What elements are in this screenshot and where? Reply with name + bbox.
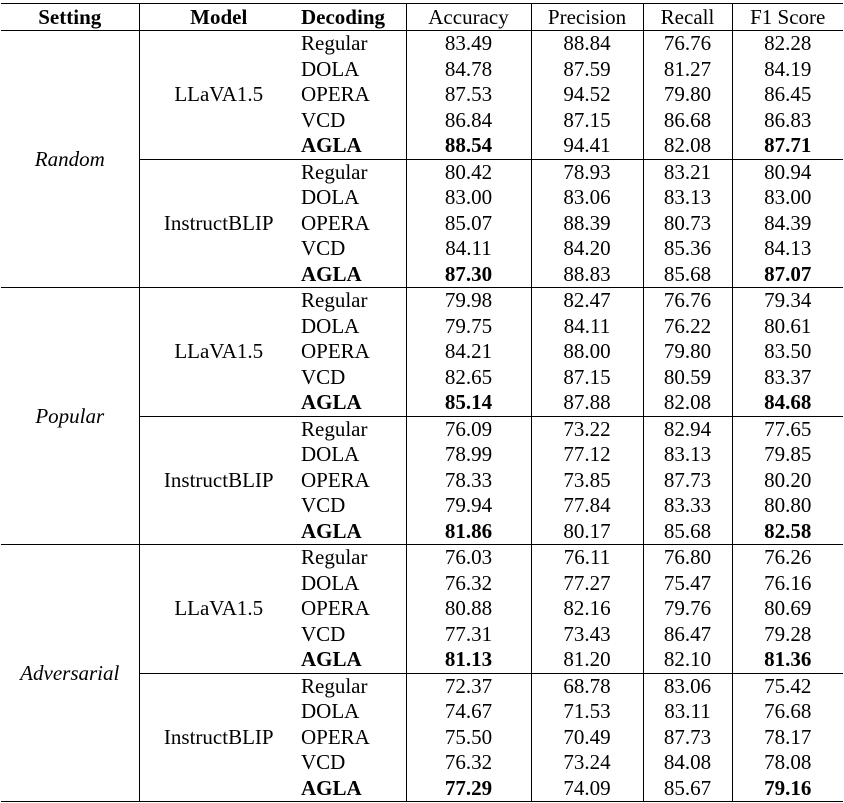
- decoding-cell: OPERA: [298, 82, 406, 108]
- f1-cell: 84.68: [732, 390, 843, 416]
- header-precision: Precision: [531, 4, 643, 31]
- recall-cell: 85.67: [643, 776, 732, 802]
- setting-label: Popular: [1, 288, 139, 545]
- recall-cell: 83.33: [643, 493, 732, 519]
- decoding-cell: Regular: [298, 416, 406, 442]
- precision-cell: 73.43: [531, 622, 643, 648]
- recall-cell: 81.27: [643, 57, 732, 83]
- results-table: [1, 3, 843, 802]
- accuracy-cell: 84.11: [406, 236, 531, 262]
- f1-cell: 87.71: [732, 133, 843, 159]
- decoding-cell: VCD: [298, 750, 406, 776]
- accuracy-cell: 79.94: [406, 493, 531, 519]
- recall-cell: 82.94: [643, 416, 732, 442]
- recall-cell: 80.59: [643, 365, 732, 391]
- recall-cell: 75.47: [643, 571, 732, 597]
- decoding-cell: AGLA: [298, 133, 406, 159]
- accuracy-cell: 80.42: [406, 159, 531, 185]
- accuracy-cell: 85.07: [406, 211, 531, 237]
- table-row: [1, 31, 843, 57]
- f1-cell: 82.28: [764, 31, 812, 56]
- decoding-cell: VCD: [298, 493, 406, 519]
- header-row: [1, 4, 843, 31]
- decoding-cell: OPERA: [298, 468, 406, 494]
- precision-cell: 94.41: [531, 133, 643, 159]
- decoding-cell: AGLA: [298, 390, 406, 416]
- accuracy-cell: 87.30: [406, 262, 531, 288]
- precision-cell: 82.16: [531, 596, 643, 622]
- setting-label: Random: [1, 31, 139, 288]
- precision-cell: 71.53: [531, 699, 643, 725]
- f1-cell: 84.39: [764, 210, 812, 235]
- recall-cell: 83.06: [643, 673, 732, 699]
- f1-cell: 78.17: [764, 724, 812, 749]
- precision-cell: 87.15: [531, 365, 643, 391]
- accuracy-cell: 84.21: [406, 339, 531, 365]
- accuracy-cell: 75.50: [406, 725, 531, 751]
- recall-cell: 80.73: [643, 211, 732, 237]
- precision-cell: 88.84: [531, 31, 643, 57]
- precision-cell: 94.52: [531, 82, 643, 108]
- model-label: InstructBLIP: [163, 724, 274, 749]
- recall-cell: 83.13: [643, 442, 732, 468]
- recall-cell: 85.68: [643, 262, 732, 288]
- recall-cell: 83.21: [643, 159, 732, 185]
- f1-cell: 79.85: [764, 442, 812, 467]
- accuracy-cell: 77.31: [406, 622, 531, 648]
- header-recall: Recall: [643, 4, 732, 31]
- decoding-cell: OPERA: [298, 596, 406, 622]
- accuracy-cell: 88.54: [406, 133, 531, 159]
- decoding-cell: AGLA: [298, 519, 406, 545]
- f1-cell: 87.07: [764, 261, 812, 286]
- decoding-cell: Regular: [298, 545, 406, 571]
- f1-cell: 79.34: [764, 288, 812, 313]
- recall-cell: 86.68: [643, 108, 732, 134]
- f1-cell: 76.68: [764, 699, 812, 724]
- header-setting: Setting: [1, 4, 139, 31]
- decoding-cell: VCD: [298, 622, 406, 648]
- decoding-cell: VCD: [298, 236, 406, 262]
- f1-cell: 75.42: [764, 673, 812, 698]
- precision-cell: 87.15: [531, 108, 643, 134]
- setting-label: Adversarial: [1, 545, 139, 802]
- f1-cell: 79.28: [764, 621, 812, 646]
- recall-cell: 76.76: [643, 31, 732, 57]
- accuracy-cell: 79.98: [406, 288, 531, 314]
- precision-cell: 87.59: [531, 57, 643, 83]
- accuracy-cell: 76.32: [406, 750, 531, 776]
- f1-cell: 82.58: [764, 518, 812, 543]
- f1-cell: 84.13: [764, 236, 812, 261]
- recall-cell: 82.08: [643, 390, 732, 416]
- recall-cell: 85.68: [643, 519, 732, 545]
- decoding-cell: DOLA: [298, 442, 406, 468]
- f1-cell: 83.00: [764, 185, 812, 210]
- f1-cell: 81.36: [732, 647, 843, 673]
- decoding-cell: DOLA: [298, 57, 406, 83]
- accuracy-cell: 86.84: [406, 108, 531, 134]
- f1-cell: 80.20: [764, 467, 812, 492]
- accuracy-cell: 83.49: [406, 31, 531, 57]
- precision-cell: 68.78: [531, 673, 643, 699]
- decoding-cell: DOLA: [298, 314, 406, 340]
- decoding-cell: Regular: [298, 288, 406, 314]
- f1-cell: 86.45: [764, 82, 812, 107]
- f1-cell: 79.16: [764, 775, 812, 800]
- recall-cell: 79.80: [643, 82, 732, 108]
- precision-cell: 84.20: [531, 236, 643, 262]
- accuracy-cell: 81.13: [406, 647, 531, 673]
- decoding-cell: OPERA: [298, 725, 406, 751]
- recall-cell: 85.36: [643, 236, 732, 262]
- decoding-cell: Regular: [298, 673, 406, 699]
- precision-cell: 70.49: [531, 725, 643, 751]
- model-label: LLaVA1.5: [139, 288, 298, 417]
- precision-cell: 82.47: [531, 288, 643, 314]
- recall-cell: 82.08: [643, 133, 732, 159]
- accuracy-cell: 82.65: [406, 365, 531, 391]
- f1-cell: 76.26: [764, 545, 812, 570]
- precision-cell: 73.22: [531, 416, 643, 442]
- model-label: LLaVA1.5: [139, 545, 298, 674]
- precision-cell: 88.83: [531, 262, 643, 288]
- accuracy-cell: 72.37: [406, 673, 531, 699]
- decoding-cell: Regular: [298, 159, 406, 185]
- recall-cell: 87.73: [643, 725, 732, 751]
- decoding-cell: AGLA: [298, 647, 406, 673]
- accuracy-cell: 77.29: [406, 776, 531, 802]
- f1-cell: 80.69: [764, 596, 812, 621]
- precision-cell: 77.84: [531, 493, 643, 519]
- decoding-cell: DOLA: [298, 185, 406, 211]
- model-label: InstructBLIP: [163, 210, 274, 235]
- precision-cell: 88.39: [531, 211, 643, 237]
- recall-cell: 79.80: [643, 339, 732, 365]
- decoding-cell: Regular: [298, 31, 406, 57]
- recall-cell: 82.10: [643, 647, 732, 673]
- precision-cell: 84.11: [531, 314, 643, 340]
- accuracy-cell: 81.86: [406, 519, 531, 545]
- decoding-cell: DOLA: [298, 571, 406, 597]
- decoding-cell: VCD: [298, 365, 406, 391]
- accuracy-cell: 85.14: [406, 390, 531, 416]
- accuracy-cell: 83.00: [406, 185, 531, 211]
- header-decoding: Decoding: [298, 4, 406, 31]
- table-body: [1, 31, 843, 802]
- accuracy-cell: 76.32: [406, 571, 531, 597]
- f1-cell: 84.19: [764, 56, 812, 81]
- accuracy-cell: 84.78: [406, 57, 531, 83]
- precision-cell: 77.12: [531, 442, 643, 468]
- header-model: Model: [190, 4, 248, 29]
- precision-cell: 81.20: [531, 647, 643, 673]
- model-label: LLaVA1.5: [139, 31, 298, 160]
- recall-cell: 83.13: [643, 185, 732, 211]
- decoding-cell: AGLA: [298, 776, 406, 802]
- table-row: [1, 545, 843, 571]
- f1-cell: 83.37: [764, 364, 812, 389]
- recall-cell: 79.76: [643, 596, 732, 622]
- f1-cell: 80.80: [764, 493, 812, 518]
- precision-cell: 83.06: [531, 185, 643, 211]
- recall-cell: 76.80: [643, 545, 732, 571]
- model-label: InstructBLIP: [163, 467, 274, 492]
- f1-cell: 80.61: [764, 313, 812, 338]
- recall-cell: 76.76: [643, 288, 732, 314]
- recall-cell: 76.22: [643, 314, 732, 340]
- precision-cell: 73.24: [531, 750, 643, 776]
- decoding-cell: AGLA: [298, 262, 406, 288]
- accuracy-cell: 76.09: [406, 416, 531, 442]
- recall-cell: 86.47: [643, 622, 732, 648]
- recall-cell: 87.73: [643, 468, 732, 494]
- decoding-cell: OPERA: [298, 211, 406, 237]
- f1-cell: 86.83: [764, 107, 812, 132]
- f1-cell: 77.65: [764, 416, 812, 441]
- decoding-cell: DOLA: [298, 699, 406, 725]
- f1-cell: 78.08: [764, 750, 812, 775]
- precision-cell: 80.17: [531, 519, 643, 545]
- accuracy-cell: 78.33: [406, 468, 531, 494]
- precision-cell: 76.11: [531, 545, 643, 571]
- header-f1-score: F1 Score: [750, 4, 826, 29]
- accuracy-cell: 79.75: [406, 314, 531, 340]
- f1-cell: 83.50: [764, 339, 812, 364]
- recall-cell: 84.08: [643, 750, 732, 776]
- accuracy-cell: 78.99: [406, 442, 531, 468]
- header-accuracy: Accuracy: [406, 4, 531, 31]
- accuracy-cell: 87.53: [406, 82, 531, 108]
- accuracy-cell: 74.67: [406, 699, 531, 725]
- precision-cell: 87.88: [531, 390, 643, 416]
- table-row: [1, 288, 843, 314]
- decoding-cell: OPERA: [298, 339, 406, 365]
- accuracy-cell: 76.03: [406, 545, 531, 571]
- precision-cell: 73.85: [531, 468, 643, 494]
- f1-cell: 76.16: [764, 570, 812, 595]
- precision-cell: 77.27: [531, 571, 643, 597]
- decoding-cell: VCD: [298, 108, 406, 134]
- precision-cell: 78.93: [531, 159, 643, 185]
- recall-cell: 83.11: [643, 699, 732, 725]
- accuracy-cell: 80.88: [406, 596, 531, 622]
- precision-cell: 74.09: [531, 776, 643, 802]
- f1-cell: 80.94: [764, 159, 812, 184]
- precision-cell: 88.00: [531, 339, 643, 365]
